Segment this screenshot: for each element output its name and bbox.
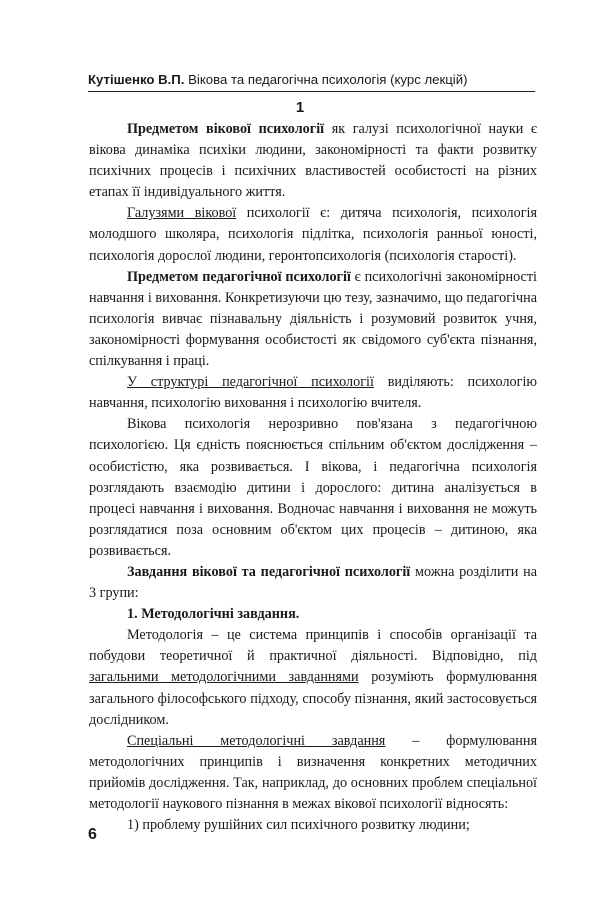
page-number: 6	[88, 826, 97, 843]
list-item-1: 1) проблему рушійних сил психічного розвитку людини;	[127, 817, 470, 834]
body-text	[89, 119, 537, 836]
header-title: Вікова та педагогічна психологія (курс лекцій)	[188, 72, 468, 87]
paragraph-tasks: Завдання вікової та педагогічної психології можна розділити на 3 групи:	[89, 563, 537, 602]
paragraph-age-psychology-branches: Галузями вікової психології є: дитяча психологія, психологія молодшого школяра, психологія підлітка, психологія ранньої юності, психологія дорослої людини, геронтопсихологія (психологія старості).	[89, 205, 537, 264]
paragraph-structure: У структурі педагогічної психології виділяють: психологію навчання, психологію виховання і психологію вчителя.	[89, 374, 537, 412]
section-number: 1	[295, 99, 305, 116]
running-header	[88, 72, 535, 92]
paragraph-age-psychology-subject: Предметом вікової психології як галузі психологічної науки є вікова динаміка психіки людини, закономірності та факти розвитку психічних процесів і психічних властивостей особистості на різних етапах її індивідуального життя.	[89, 121, 538, 201]
term-tasks: Завдання вікової та педагогічної психології	[127, 563, 411, 580]
term-branches: Галузями вікової	[127, 205, 237, 222]
paragraph-pedagogical-psychology-subject: Предметом педагогічної психології є психологічні закономірності навчання і виховання. Конкретизуючи цю тезу, зазначимо, що педагогічна психологія вивчає пізнавальну діяльність і розумовий розвиток учня, закономірності формування особистості як свідомого суб'єкта пізнання, спілкування і праці.	[89, 268, 537, 370]
term-special-tasks: Спеціальні методологічні завдання	[127, 732, 386, 749]
term-pedagogical-psychology-subject: Предметом педагогічної психології	[127, 268, 351, 285]
term-general-tasks: загальними методологічними завданнями	[89, 669, 359, 686]
paragraph-special-tasks: Спеціальні методологічні завдання – формулювання методологічних принципів і визначення конкретних методичних прийомів дослідження. Так, наприклад, до основних проблем спеціальної методології наукового пізнання в межах вікової психології відносять:	[89, 732, 537, 812]
paragraph-connection: Вікова психологія нерозривно пов'язана з педагогічною психологією. Ця єдність пояснюється спільним об'єктом дослідження – особистістю, яка розвивається. І вікова, і педагогічна психологія розглядають взаємодію дитини і дорослого: дитина аналізується в процесі навчання і виховання. Водночас навчання і виховання не можуть розглядатися поза основним об'єктом цих процесів – дитиною, яка розвивається.	[89, 416, 537, 559]
header-author: Кутішенко В.П.	[88, 72, 185, 87]
term-age-psychology-subject: Предметом вікової психології	[127, 121, 325, 137]
heading-methodological-tasks: 1. Методологічні завдання.	[127, 606, 300, 623]
term-structure: У структурі педагогічної психології	[127, 374, 374, 391]
paragraph-methodology: Методологія – це система принципів і способів організації та побудови теоретичної й практичної діяльності. Відповідно, під загальними методологічними завданнями розуміють формулювання загального філософського підходу, способу пізнання, який застосовується дослідником.	[89, 627, 538, 728]
